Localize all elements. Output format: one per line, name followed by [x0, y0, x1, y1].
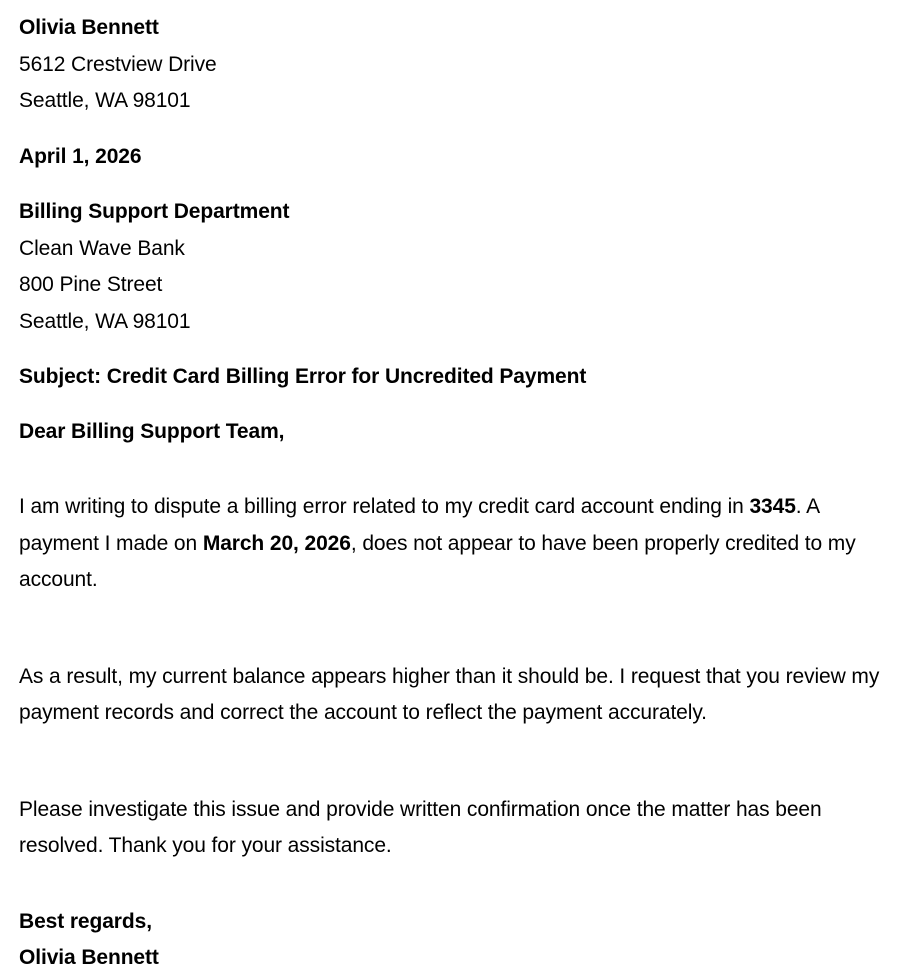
spacer-after-date — [19, 175, 880, 194]
salutation-block — [19, 414, 880, 451]
paragraph-1-text-part-2: . A payment I made on — [19, 495, 819, 555]
payment-date-emphasis: March 20, 2026 — [202, 531, 351, 555]
spacer-after-sender — [19, 120, 880, 139]
subject-block — [19, 359, 880, 396]
valediction: Best regards, — [19, 909, 152, 933]
recipient-city-state-zip: Seattle, WA 98101 — [19, 309, 191, 333]
sender-name: Olivia Bennett — [19, 16, 159, 39]
closing-block — [19, 904, 880, 977]
recipient-company: Clean Wave Bank — [19, 236, 185, 260]
recipient-department: Billing Support Department — [19, 200, 290, 223]
spacer-after-salutation — [19, 450, 880, 468]
recipient-street: 800 Pine Street — [19, 273, 163, 296]
spacer-after-subject — [19, 396, 880, 414]
body-paragraph-1 — [19, 489, 880, 599]
spacer-after-recipient — [19, 340, 880, 359]
sender-city-state-zip: Seattle, WA 98101 — [19, 89, 191, 112]
account-number-emphasis: 3345 — [749, 495, 796, 518]
recipient-address-block — [19, 194, 880, 340]
salutation: Dear Billing Support Team, — [19, 419, 285, 443]
paragraph-1-text-part-1: I am writing to dispute a billing error related to my credit card account ending in — [19, 495, 750, 518]
signature-name: Olivia Bennett — [19, 946, 159, 969]
body-paragraph-2: As a result, my current balance appears higher than it should be. I request that you review my payment records and correct the account to reflect the payment accurately. — [19, 664, 880, 724]
subject-line: Subject: Credit Card Billing Error for Uncredited Payment — [19, 365, 587, 388]
spacer-after-paragraph-3 — [19, 886, 880, 904]
sender-street: 5612 Crestview Drive — [19, 52, 217, 76]
body-paragraph-3: Please investigate this issue and provide written confirmation once the matter has been resolved. Thank you for your assistance. — [19, 797, 822, 857]
spacer-after-paragraph-2 — [19, 753, 880, 771]
sender-address-block — [19, 10, 880, 120]
letter-date: April 1, 2026 — [19, 144, 142, 168]
paragraph-1-text-part-3: , does not appear to have been properly credited to my account. — [19, 531, 856, 591]
spacer-after-paragraph-1 — [19, 620, 880, 638]
date-block — [19, 139, 880, 176]
